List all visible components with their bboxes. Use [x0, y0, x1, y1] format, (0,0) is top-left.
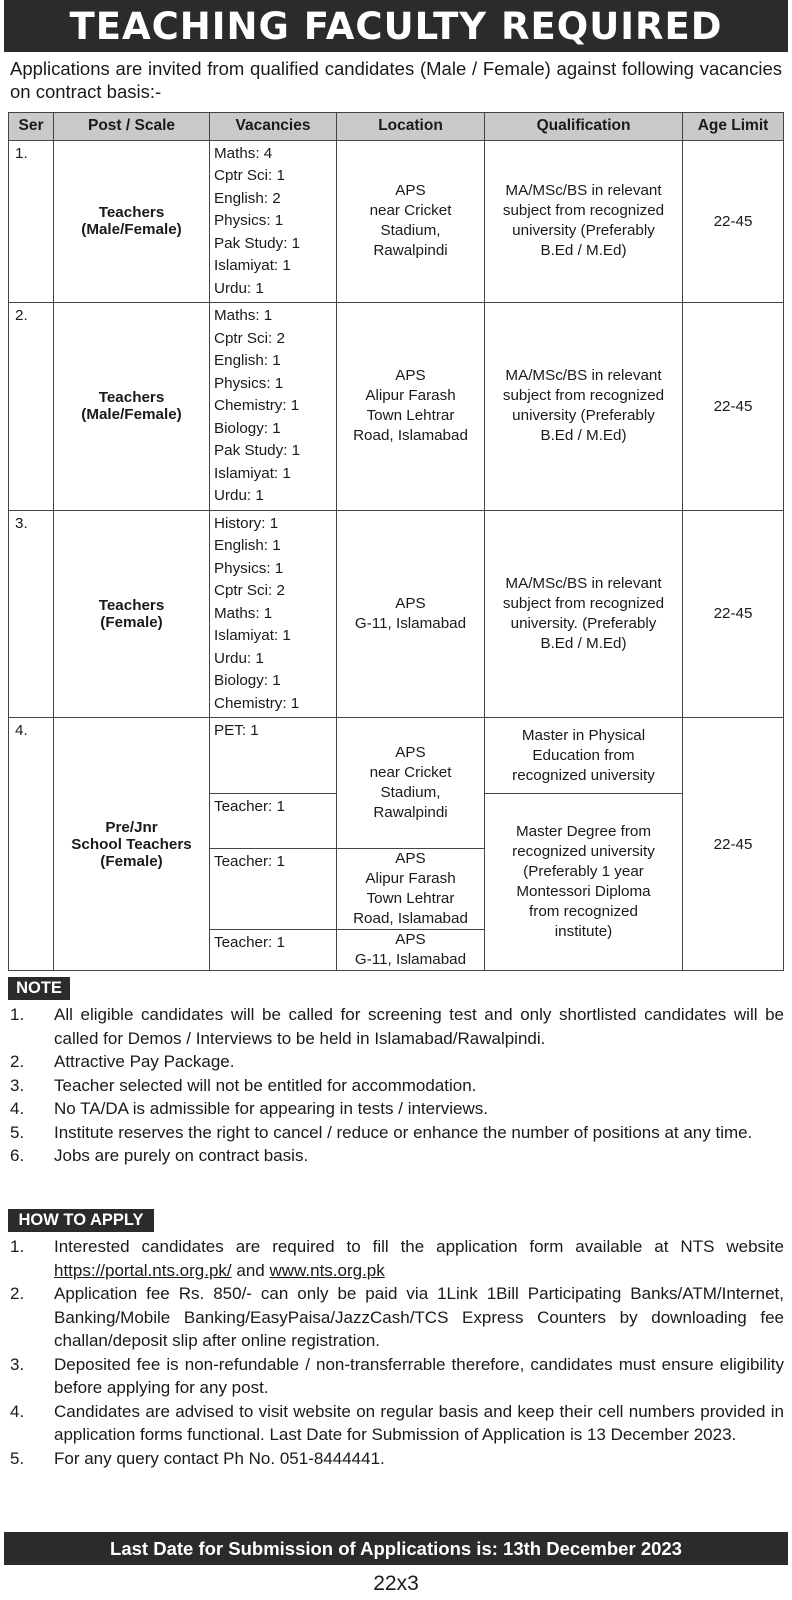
vacancy-line: Cptr Sci: 2 — [214, 582, 285, 599]
location-line: Rawalpindi — [373, 804, 448, 821]
ser-cell: 3. — [9, 510, 54, 718]
note-heading: NOTE — [8, 977, 70, 1000]
vacancy-line: Biology: 1 — [214, 419, 281, 437]
item-text — [54, 1282, 784, 1353]
and-text: and — [236, 1260, 265, 1280]
qualification-line: university. (Preferably — [510, 614, 657, 632]
item-number: 3. — [10, 1075, 25, 1095]
location-line: APS — [395, 594, 426, 612]
item-text: No TA/DA is admissible for appearing in tests / interviews. — [54, 1099, 488, 1118]
last-date-banner: Last Date for Submission of Applications is: 13th December 2023 — [4, 1532, 788, 1565]
vacancies-cell — [210, 303, 337, 511]
apply-item2-post: can only be paid via 1Link 1Bill Participating Banks/ATM/Internet, Banking/Mobile Banking/EasyPaisa/JazzCash/TCS Express Counters by downloading fee challan/deposit slip after online registration. — [54, 1284, 784, 1350]
qualification-cell — [485, 140, 683, 303]
vacancy-line: Cptr Sci: 1 — [214, 167, 285, 184]
qualification-line: subject from recognized — [502, 202, 665, 220]
qualification-line: Montessori Diploma — [516, 883, 651, 900]
vacancy-line: Chemistry: 1 — [214, 397, 300, 414]
ser-cell: 1. — [9, 140, 54, 303]
table-body — [9, 140, 784, 971]
vacancies-table — [8, 112, 784, 971]
vacancy-line: Physics: 1 — [214, 212, 284, 229]
vacancy-line: Biology: 1 — [214, 672, 281, 689]
qualification-cell — [485, 510, 683, 718]
list-item — [10, 1121, 784, 1145]
table-row — [9, 140, 784, 303]
item-number: 1. — [10, 1005, 25, 1024]
header-post: Post / Scale — [54, 113, 210, 141]
item-text: Candidates are advised to visit website on regular basis and keep their cell numbers provided in application forms functional. Last Date for Submission of Application is 13 December 2023. — [54, 1401, 784, 1444]
vacancy-line: Maths: 1 — [214, 307, 273, 324]
location-line: APS — [395, 744, 426, 761]
location-line: G-11, Islamabad — [354, 614, 467, 632]
header-age-limit: Age Limit — [683, 113, 784, 141]
qualification-line: B.Ed / M.Ed) — [540, 427, 627, 445]
row4-location-rawalpindi — [337, 718, 485, 849]
row4-qualification-teacher — [485, 794, 683, 971]
location-cell — [337, 140, 485, 303]
location-line: G-11, Islamabad — [354, 951, 467, 968]
page-title: TEACHING FACULTY REQUIRED — [4, 0, 788, 52]
qualification-line: recognized university — [512, 766, 655, 784]
row4-vacancy-pet: PET: 1 — [210, 718, 337, 794]
qualification-line: institute) — [554, 923, 613, 940]
item-number: 4. — [10, 1099, 25, 1118]
row4-vacancy-teacher: Teacher: 1 — [210, 930, 337, 971]
qualification-line: from recognized — [529, 903, 638, 920]
vacancy-line: Islamiyat: 1 — [214, 257, 291, 274]
location-line: near Cricket — [369, 764, 452, 781]
item-text: Institute reserves the right to cancel / reduce or enhance the number of positions at any time. — [54, 1122, 753, 1142]
item-text: Attractive Pay Package. — [54, 1052, 235, 1071]
vacancy-line: Islamiyat: 1 — [214, 627, 291, 644]
item-number: 3. — [10, 1354, 25, 1374]
post-cell — [54, 303, 210, 511]
apply-item1-text: Interested candidates are required to fill the application form available at NTS website — [54, 1237, 784, 1256]
list-item — [10, 1235, 784, 1282]
qualification-line: Education from — [532, 746, 635, 764]
notes-list — [10, 1003, 784, 1168]
table-row — [9, 718, 784, 794]
qualification-line: (Preferably 1 year — [523, 863, 644, 880]
location-line: APS — [395, 850, 426, 867]
row4-qualification-pet — [485, 718, 683, 794]
vacancy-line: Urdu: 1 — [214, 279, 264, 297]
intro-text: Applications are invited from qualified candidates (Male / Female) against following vacancies on contract basis:- — [10, 58, 782, 102]
table-row — [9, 303, 784, 511]
qualification-line: MA/MSc/BS in relevant — [505, 574, 662, 592]
table-header-row — [9, 113, 784, 141]
item-text: All eligible candidates will be called for screening test and only shortlisted candidates will be called for Demos / Interviews to be held in Islamabad/Rawalpindi. — [54, 1005, 784, 1048]
row4-ser: 4. — [9, 718, 54, 971]
item-number: 5. — [10, 1122, 25, 1142]
post-line: (Male/Female) — [81, 221, 182, 239]
vacancy-line: English: 1 — [214, 537, 281, 554]
list-item — [10, 1003, 784, 1050]
vacancy-line: Pak Study: 1 — [214, 442, 301, 459]
location-line: near Cricket — [369, 202, 452, 220]
post-line: Teachers — [98, 596, 165, 614]
location-line: Town Lehtrar — [366, 890, 455, 907]
ser-cell: 2. — [9, 303, 54, 511]
nts-portal-link[interactable]: https://portal.nts.org.pk/ — [54, 1260, 232, 1280]
post-cell — [54, 510, 210, 718]
row4-location-g11 — [337, 930, 485, 971]
vacancy-line: English: 1 — [214, 352, 281, 369]
qualification-line: recognized university — [512, 843, 655, 860]
vacancy-line: Maths: 4 — [214, 144, 273, 162]
header-ser: Ser — [9, 113, 54, 141]
location-line: Road, Islamabad — [353, 910, 468, 927]
post-cell — [54, 140, 210, 303]
header-vacancies: Vacancies — [210, 113, 337, 141]
header-location: Location — [337, 113, 485, 141]
row4-vacancy-teacher: Teacher: 1 — [210, 794, 337, 849]
header-qualification: Qualification — [485, 113, 683, 141]
qualification-line: Master Degree from — [515, 823, 652, 840]
item-number: 2. — [10, 1052, 25, 1071]
vacancy-line: Urdu: 1 — [214, 487, 264, 504]
list-item — [10, 1144, 784, 1168]
list-item — [10, 1400, 784, 1447]
location-line: Alipur Farash — [365, 387, 456, 405]
location-line: Stadium, — [380, 784, 441, 801]
vacancy-line: Pak Study: 1 — [214, 234, 301, 252]
qualification-line: MA/MSc/BS in relevant — [505, 367, 662, 385]
vacancy-line: Physics: 1 — [214, 374, 284, 392]
ad-size-code: 22x3 — [373, 1572, 419, 1595]
location-line: Rawalpindi — [373, 242, 448, 260]
age-limit-cell: 22-45 — [683, 303, 784, 511]
qualification-line: B.Ed / M.Ed) — [540, 242, 627, 260]
post-line: Teachers — [98, 389, 165, 407]
vacancies-cell — [210, 140, 337, 303]
vacancy-line: Physics: 1 — [214, 559, 284, 577]
how-to-apply-heading: HOW TO APPLY — [8, 1209, 154, 1232]
table-row — [9, 510, 784, 718]
apply-item2-pre: Application fee Rs. — [54, 1284, 205, 1303]
list-item — [10, 1074, 784, 1098]
item-text: Deposited fee is non-refundable / non-transferrable therefore, candidates must ensure eligibility before applying for any post. — [54, 1354, 784, 1397]
item-number: 1. — [10, 1237, 25, 1256]
qualification-cell — [485, 303, 683, 511]
location-cell — [337, 303, 485, 511]
nts-website-link[interactable]: www.nts.org.pk — [269, 1260, 385, 1280]
list-item — [10, 1097, 784, 1121]
list-item — [10, 1353, 784, 1400]
item-text: Jobs are purely on contract basis. — [54, 1146, 309, 1165]
vacancy-line: Chemistry: 1 — [214, 694, 300, 712]
age-limit-cell: 22-45 — [683, 510, 784, 718]
qualification-line: university (Preferably — [512, 407, 655, 425]
qualification-line: Master in Physical — [521, 726, 646, 744]
post-line: (Female) — [100, 613, 163, 631]
location-cell — [337, 510, 485, 718]
vacancy-line: Urdu: 1 — [214, 649, 264, 667]
vacancy-line: Maths: 1 — [214, 604, 273, 622]
row4-location-alipur — [337, 849, 485, 930]
vacancy-line: Cptr Sci: 2 — [214, 329, 285, 347]
qualification-line: MA/MSc/BS in relevant — [505, 182, 662, 200]
vacancy-line: Islamiyat: 1 — [214, 464, 291, 482]
location-line: Road, Islamabad — [353, 427, 468, 445]
list-item — [10, 1050, 784, 1074]
location-line: Alipur Farash — [365, 870, 456, 887]
location-line: APS — [395, 182, 426, 200]
list-item — [10, 1282, 784, 1353]
location-line: Stadium, — [380, 222, 441, 240]
how-to-apply-list — [10, 1235, 784, 1470]
location-line: APS — [395, 931, 426, 948]
vacancy-line: English: 2 — [214, 189, 281, 207]
item-text — [54, 1235, 784, 1282]
item-number: 4. — [10, 1401, 25, 1421]
item-text: For any query contact Ph No. 051-8444441. — [54, 1448, 385, 1468]
row4-vacancy-teacher: Teacher: 1 — [210, 849, 337, 930]
qualification-line: subject from recognized — [502, 594, 665, 612]
qualification-line: university (Preferably — [512, 222, 655, 240]
list-item — [10, 1447, 784, 1471]
qualification-line: B.Ed / M.Ed) — [540, 634, 627, 652]
vacancy-line: History: 1 — [214, 514, 279, 532]
application-fee: 850/- — [213, 1284, 252, 1303]
post-line: Pre/Jnr — [105, 818, 158, 836]
post-line: School Teachers — [71, 835, 192, 853]
qualification-line: subject from recognized — [502, 387, 665, 405]
age-limit-cell: 22-45 — [683, 140, 784, 303]
post-line: Teachers — [98, 204, 165, 222]
post-line: (Male/Female) — [81, 406, 182, 424]
item-number: 6. — [10, 1146, 25, 1165]
row4-post — [54, 718, 210, 971]
item-text: Teacher selected will not be entitled for accommodation. — [54, 1075, 477, 1095]
row4-age-limit: 22-45 — [683, 718, 784, 971]
location-line: APS — [395, 367, 426, 385]
item-number: 5. — [10, 1448, 25, 1468]
item-number: 2. — [10, 1284, 25, 1303]
post-line: (Female) — [100, 852, 163, 870]
location-line: Town Lehtrar — [366, 407, 455, 425]
vacancies-cell — [210, 510, 337, 718]
